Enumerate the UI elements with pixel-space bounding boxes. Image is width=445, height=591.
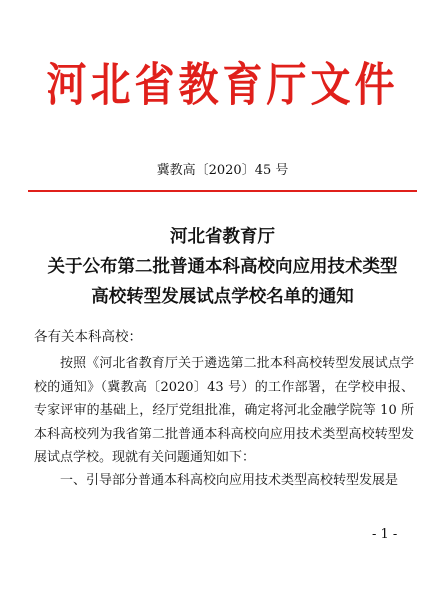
red-divider-line <box>28 190 417 192</box>
title-line-2: 关于公布第二批普通本科高校向应用技术类型 <box>47 257 398 277</box>
document-header: 河北省教育厅文件 <box>46 59 399 113</box>
body-paragraph-2: 一、引导部分普通本科高校向应用技术类型高校转型发展是 <box>60 473 399 488</box>
document-title <box>0 222 445 312</box>
document-number: 冀教高〔2020〕45 号 <box>156 163 289 178</box>
title-line-1: 河北省教育厅 <box>170 227 275 247</box>
page-number: - 1 - <box>372 527 398 542</box>
title-line-3: 高校转型发展试点学校名单的通知 <box>91 287 354 307</box>
body-paragraph-1: 按照《河北省教育厅关于遴选第二批本科高校转型发展试点学校的通知》（冀教高〔2020〕43 号）的工作部署，在学校申报、专家评审的基础上，经厅党组批准，确定将河北金融学院等 10 所本科高校列为我省第二批普通本科高校向应用技术类型高校转型发展试点学校。现就有关问题通知如下： <box>34 356 414 466</box>
salutation: 各有关本科高校： <box>34 329 142 345</box>
